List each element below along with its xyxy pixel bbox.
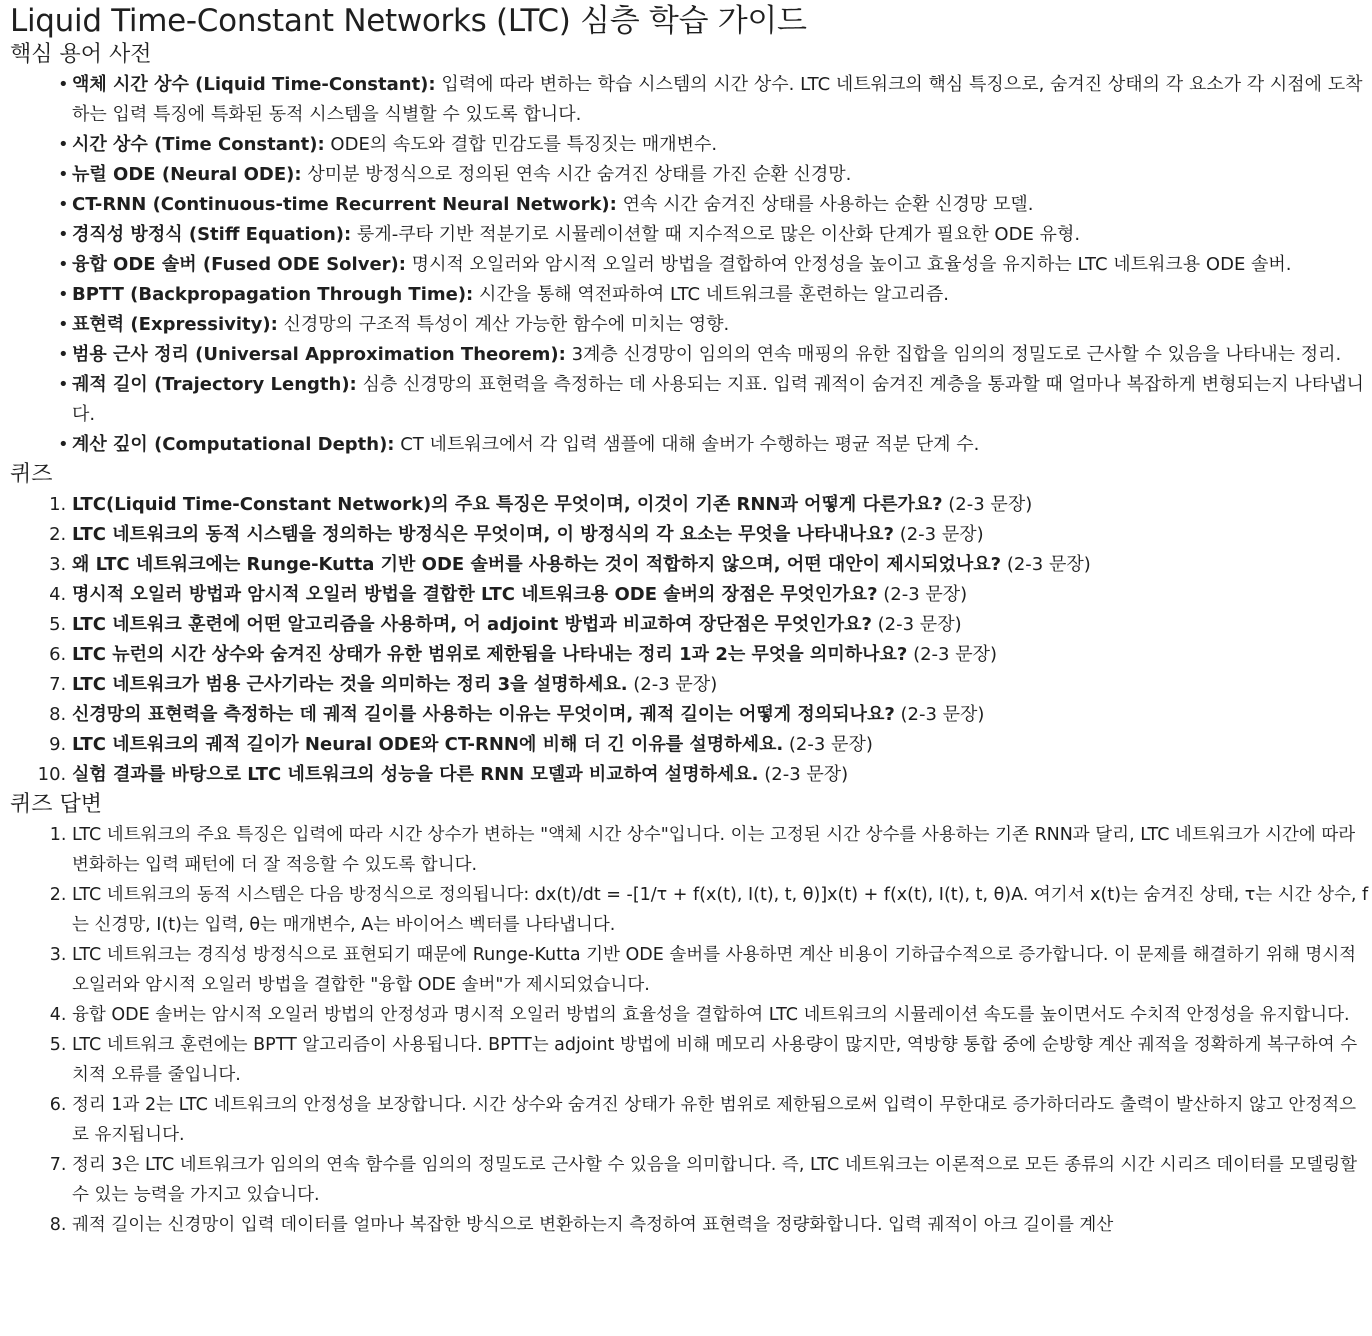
glossary-item bbox=[72, 160, 1372, 190]
glossary-item bbox=[72, 310, 1372, 340]
quiz-answer: 7. 정리 3은 LTC 네트워크가 임의의 연속 함수를 임의의 정밀도로 근사할 수 있음을 의미합니다. 즉, LTC 네트워크는 이론적으로 모든 종류의 시간 시리즈 데이터를 모델링할 수 있는 능력을 가지고 있습니다. bbox=[72, 1150, 1372, 1210]
glossary-section bbox=[10, 40, 1372, 460]
glossary-item bbox=[72, 220, 1372, 250]
glossary-item bbox=[72, 190, 1372, 220]
quiz-question-note: (2-3 문장) bbox=[893, 524, 984, 545]
quiz-question bbox=[72, 580, 1372, 610]
quiz-answer: 4. 융합 ODE 솔버는 암시적 오일러 방법의 안정성과 명시적 오일러 방법의 효율성을 결합하여 LTC 네트워크의 시뮬레이션 속도를 높이면서도 수치적 안정성을 유지합니다. bbox=[72, 1000, 1372, 1030]
quiz-question bbox=[72, 760, 1372, 790]
glossary-definition: CT 네트워크에서 각 입력 샘플에 대해 솔버가 수행하는 평균 적분 단계 수. bbox=[394, 434, 980, 455]
quiz-question-text: LTC 네트워크가 범용 근사기라는 것을 의미하는 정리 3을 설명하세요. bbox=[72, 674, 628, 695]
glossary-term: 범용 근사 정리 (Universal Approximation Theorem): bbox=[72, 344, 566, 365]
page-title: Liquid Time-Constant Networks (LTC) 심층 학습 가이드 bbox=[10, 3, 807, 39]
quiz-question-note: (2-3 문장) bbox=[783, 734, 873, 755]
glossary-item bbox=[72, 370, 1372, 430]
glossary-definition: 시간을 통해 역전파하여 LTC 네트워크를 훈련하는 알고리즘. bbox=[473, 284, 950, 305]
quiz-question bbox=[72, 610, 1372, 640]
quiz-answer: 3. LTC 네트워크는 경직성 방정식으로 표현되기 때문에 Runge-Kutta 기반 ODE 솔버를 사용하면 계산 비용이 기하급수적으로 증가합니다. 이 문제를 해결하기 위해 명시적 오일러와 암시적 오일러 방법을 결합한 "융합 ODE 솔버"가 제시되었습니다. bbox=[72, 940, 1372, 1000]
quiz-question-text: 명시적 오일러 방법과 암시적 오일러 방법을 결합한 LTC 네트워크용 ODE 솔버의 장점은 무엇인가요? bbox=[72, 584, 878, 605]
quiz-question-note: (2-3 문장) bbox=[871, 614, 962, 635]
glossary-definition: 3계층 신경망이 임의의 연속 매핑의 유한 집합을 임의의 정밀도로 근사할 수 있음을 나타내는 정리. bbox=[565, 344, 1342, 365]
quiz-answer: 6. 정리 1과 2는 LTC 네트워크의 안정성을 보장합니다. 시간 상수와 숨겨진 상태가 유한 범위로 제한됨으로써 입력이 무한대로 증가하더라도 출력이 발산하지 않고 안정적으로 유지됩니다. bbox=[72, 1090, 1372, 1150]
quiz-list bbox=[10, 490, 1372, 790]
quiz-question-text: LTC 네트워크의 동적 시스템을 정의하는 방정식은 무엇이며, 이 방정식의 각 요소는 무엇을 나타내나요? bbox=[72, 524, 894, 545]
quiz-question-text: LTC 네트워크 훈련에 어떤 알고리즘을 사용하며, 어 adjoint 방법과 비교하여 장단점은 무엇인가요? bbox=[72, 614, 872, 635]
quiz-question-note: (2-3 문장) bbox=[877, 584, 968, 605]
quiz-question-note: (2-3 문장) bbox=[627, 674, 718, 695]
quiz-answer: 2. LTC 네트워크의 동적 시스템은 다음 방정식으로 정의됩니다: dx(t)/dt = -[1/τ + f(x(t), I(t), t, θ)]x(t) + f(x(t), I(t), t, θ)A. 여기서 x(t)는 숨겨진 상태, τ는 시간 상수, f는 신경망, I(t)는 입력, θ는 매개변수, A는 바이어스 벡터를 나타냅니다. bbox=[72, 880, 1372, 940]
quiz-question bbox=[72, 520, 1372, 550]
glossary-definition: 룽게-쿠타 기반 적분기로 시뮬레이션할 때 지수적으로 많은 이산화 단계가 필요한 ODE 유형. bbox=[351, 224, 1081, 245]
quiz-question-text: LTC 뉴런의 시간 상수와 숨겨진 상태가 유한 범위로 제한됨을 나타내는 정리 1과 2는 무엇을 의미하나요? bbox=[72, 644, 908, 665]
quiz-question-note: (2-3 문장) bbox=[942, 494, 1033, 515]
glossary-definition: 상미분 방정식으로 정의된 연속 시간 숨겨진 상태를 가진 순환 신경망. bbox=[301, 164, 852, 185]
quiz-question-text: LTC 네트워크의 궤적 길이가 Neural ODE와 CT-RNN에 비해 더 긴 이유를 설명하세요. bbox=[72, 734, 784, 755]
glossary-definition: 심층 신경망의 표현력을 측정하는 데 사용되는 지표. 입력 궤적이 숨겨진 계층을 통과할 때 얼마나 복잡하게 변형되는지 나타냅니다. bbox=[72, 374, 1364, 425]
glossary-term: 경직성 방정식 (Stiff Equation): bbox=[72, 224, 352, 245]
quiz-question bbox=[72, 700, 1372, 730]
glossary-item bbox=[72, 340, 1372, 370]
glossary-term: 액체 시간 상수 (Liquid Time-Constant): bbox=[72, 74, 436, 95]
glossary-heading: 핵심 용어 사전 bbox=[10, 42, 152, 67]
glossary-definition: 입력에 따라 변하는 학습 시스템의 시간 상수. LTC 네트워크의 핵심 특징으로, 숨겨진 상태의 각 요소가 각 시점에 도착하는 입력 특징에 특화된 동적 시스템을 식별할 수 있도록 합니다. bbox=[72, 74, 1363, 125]
quiz-question bbox=[72, 640, 1372, 670]
quiz-question bbox=[72, 670, 1372, 700]
glossary-term: 계산 깊이 (Computational Depth): bbox=[72, 434, 395, 455]
quiz-answer: 1. LTC 네트워크의 주요 특징은 입력에 따라 시간 상수가 변하는 "액체 시간 상수"입니다. 이는 고정된 시간 상수를 사용하는 기존 RNN과 달리, LTC 네트워크가 시간에 따라 변화하는 입력 패턴에 더 잘 적응할 수 있도록 합니다. bbox=[72, 820, 1372, 880]
quiz-question-text: LTC(Liquid Time-Constant Network)의 주요 특징은 무엇이며, 이것이 기존 RNN과 어떻게 다른가요? bbox=[72, 494, 943, 515]
glossary-definition: 연속 시간 숨겨진 상태를 사용하는 순환 신경망 모델. bbox=[616, 194, 1034, 215]
glossary-item bbox=[72, 280, 1372, 310]
glossary-definition: 신경망의 구조적 특성이 계산 가능한 함수에 미치는 영향. bbox=[277, 314, 730, 335]
glossary-item bbox=[72, 430, 1372, 460]
quiz-question bbox=[72, 490, 1372, 520]
answers-list bbox=[10, 820, 1372, 1240]
quiz-question-note: (2-3 문장) bbox=[758, 764, 849, 785]
quiz-section bbox=[10, 460, 1372, 790]
quiz-answer: 8. 궤적 길이는 신경망이 입력 데이터를 얼마나 복잡한 방식으로 변환하는지 측정하여 표현력을 정량화합니다. 입력 궤적이 아크 길이를 계산 bbox=[72, 1210, 1372, 1240]
quiz-question-text: 왜 LTC 네트워크에는 Runge-Kutta 기반 ODE 솔버를 사용하는 것이 적합하지 않으며, 어떤 대안이 제시되었나요? bbox=[72, 554, 1002, 575]
quiz-question-note: (2-3 문장) bbox=[907, 644, 998, 665]
quiz-question-text: 실험 결과를 바탕으로 LTC 네트워크의 성능을 다른 RNN 모델과 비교하여 설명하세요. bbox=[72, 764, 759, 785]
quiz-heading: 퀴즈 bbox=[10, 462, 53, 487]
glossary-term: 표현력 (Expressivity): bbox=[72, 314, 278, 335]
quiz-question bbox=[72, 550, 1372, 580]
quiz-question-note: (2-3 문장) bbox=[894, 704, 985, 725]
glossary-definition: ODE의 속도와 결합 민감도를 특징짓는 매개변수. bbox=[324, 134, 718, 155]
glossary-item bbox=[72, 70, 1372, 130]
glossary-definition: 명시적 오일러와 암시적 오일러 방법을 결합하여 안정성을 높이고 효율성을 유지하는 LTC 네트워크용 ODE 솔버. bbox=[405, 254, 1292, 275]
glossary-term: BPTT (Backpropagation Through Time): bbox=[72, 284, 474, 305]
glossary-term: 시간 상수 (Time Constant): bbox=[72, 134, 325, 155]
quiz-question-text: 신경망의 표현력을 측정하는 데 궤적 길이를 사용하는 이유는 무엇이며, 궤적 길이는 어떻게 정의되나요? bbox=[72, 704, 895, 725]
glossary-term: 궤적 길이 (Trajectory Length): bbox=[72, 374, 357, 395]
glossary-list bbox=[10, 70, 1372, 460]
glossary-term: 뉴럴 ODE (Neural ODE): bbox=[72, 164, 302, 185]
answers-section bbox=[10, 790, 1372, 1240]
glossary-term: CT-RNN (Continuous-time Recurrent Neural Network): bbox=[72, 194, 617, 215]
quiz-question bbox=[72, 730, 1372, 760]
glossary-item bbox=[72, 250, 1372, 280]
quiz-question-note: (2-3 문장) bbox=[1001, 554, 1091, 575]
glossary-term: 융합 ODE 솔버 (Fused ODE Solver): bbox=[72, 254, 406, 275]
answers-heading: 퀴즈 답변 bbox=[10, 792, 103, 817]
glossary-item bbox=[72, 130, 1372, 160]
quiz-answer: 5. LTC 네트워크 훈련에는 BPTT 알고리즘이 사용됩니다. BPTT는 adjoint 방법에 비해 메모리 사용량이 많지만, 역방향 통합 중에 순방향 계산 궤적을 정확하게 복구하여 수치적 오류를 줄입니다. bbox=[72, 1030, 1372, 1090]
